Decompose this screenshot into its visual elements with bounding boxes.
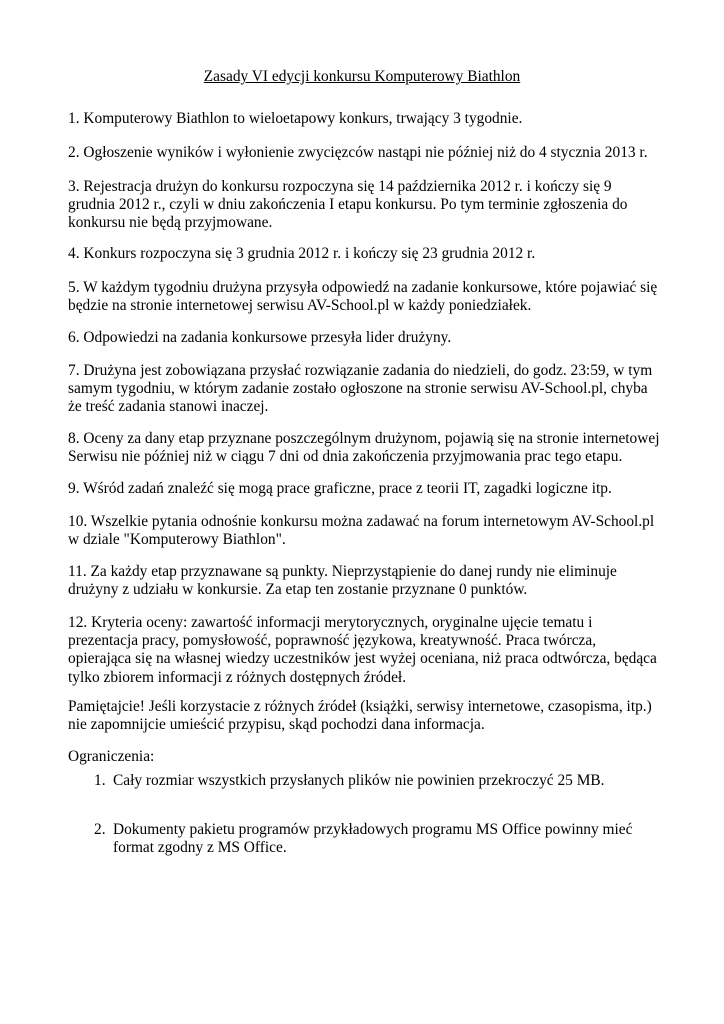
rule-paragraph-2: 2. Ogłoszenie wyników i wyłonienie zwycięzców nastąpi nie później niż do 4 stycznia 2013 r.	[68, 144, 648, 161]
rule-paragraph-12: 12. Kryteria oceny: zawartość informacji merytorycznych, oryginalne ujęcie tematu i prezentacja pracy, pomysłowość, poprawność językowa, kreatywność. Praca twórcza, opierająca się na własnej wiedzy uczestników jest wyżej oceniana, niż praca odtwórcza, będąca tylko zbiorem informacji z różnych dostępnych źródeł.	[68, 614, 657, 686]
rule-paragraph-11: 11. Za każdy etap przyznawane są punkty. Nieprzystąpienie do danej rundy nie eliminuje drużyny z udziału w konkursie. Za etap ten zostanie przyznane 0 punktów.	[68, 563, 617, 599]
reminder-paragraph: Pamiętajcie! Jeśli korzystacie z różnych źródeł (książki, serwisy internetowe, czasopisma, itp.) nie zapomnijcie umieścić przypisu, skąd pochodzi dana informacja.	[68, 698, 652, 734]
limit-number: 2.	[94, 821, 106, 838]
rule-paragraph-10: 10. Wszelkie pytania odnośnie konkursu można zadawać na forum internetowym AV-School.pl w dziale "Komputerowy Biathlon".	[68, 513, 655, 549]
rule-paragraph-1: 1. Komputerowy Biathlon to wieloetapowy konkurs, trwający 3 tygodnie.	[68, 110, 523, 127]
rule-paragraph-6: 6. Odpowiedzi na zadania konkursowe przesyła lider drużyny.	[68, 329, 452, 346]
rule-paragraph-5: 5. W każdym tygodniu drużyna przysyła odpowiedź na zadanie konkursowe, które pojawiać się będzie na stronie internetowej serwisu AV-School.pl w każdy poniedziałek.	[68, 279, 658, 315]
limit-text: Dokumenty pakietu programów przykładowych programu MS Office powinny mieć format zgodny z MS Office.	[113, 821, 633, 857]
rule-paragraph-8: 8. Oceny za dany etap przyznane poszczególnym drużynom, pojawią się na stronie internetowej Serwisu nie później niż w ciągu 7 dni od dnia zakończenia przyjmowania prac tego etapu.	[68, 430, 660, 466]
limit-text: Cały rozmiar wszystkich przysłanych plików nie powinien przekroczyć 25 MB.	[113, 772, 605, 789]
document-title: Zasady VI edycji konkursu Komputerowy Biathlon	[203, 68, 521, 85]
rule-paragraph-9: 9. Wśród zadań znaleźć się mogą prace graficzne, prace z teorii IT, zagadki logiczne itp.	[68, 480, 612, 497]
rule-paragraph-3: 3. Rejestracja drużyn do konkursu rozpoczyna się 14 października 2012 r. i kończy się 9 grudnia 2012 r., czyli w dniu zakończenia I etapu konkursu. Po tym terminie zgłoszenia do konkursu nie będą przyjmowane.	[68, 178, 628, 232]
limits-heading: Ograniczenia:	[68, 748, 155, 765]
limit-number: 1.	[94, 772, 106, 789]
rule-paragraph-7: 7. Drużyna jest zobowiązana przysłać rozwiązanie zadania do niedzieli, do godz. 23:59, w tym samym tygodniu, w którym zadanie zostało ogłoszone na stronie serwisu AV-School.pl, chyba że treść zadania stanowi inaczej.	[68, 362, 653, 416]
rule-paragraph-4: 4. Konkurs rozpoczyna się 3 grudnia 2012 r. i kończy się 23 grudnia 2012 r.	[68, 245, 536, 262]
